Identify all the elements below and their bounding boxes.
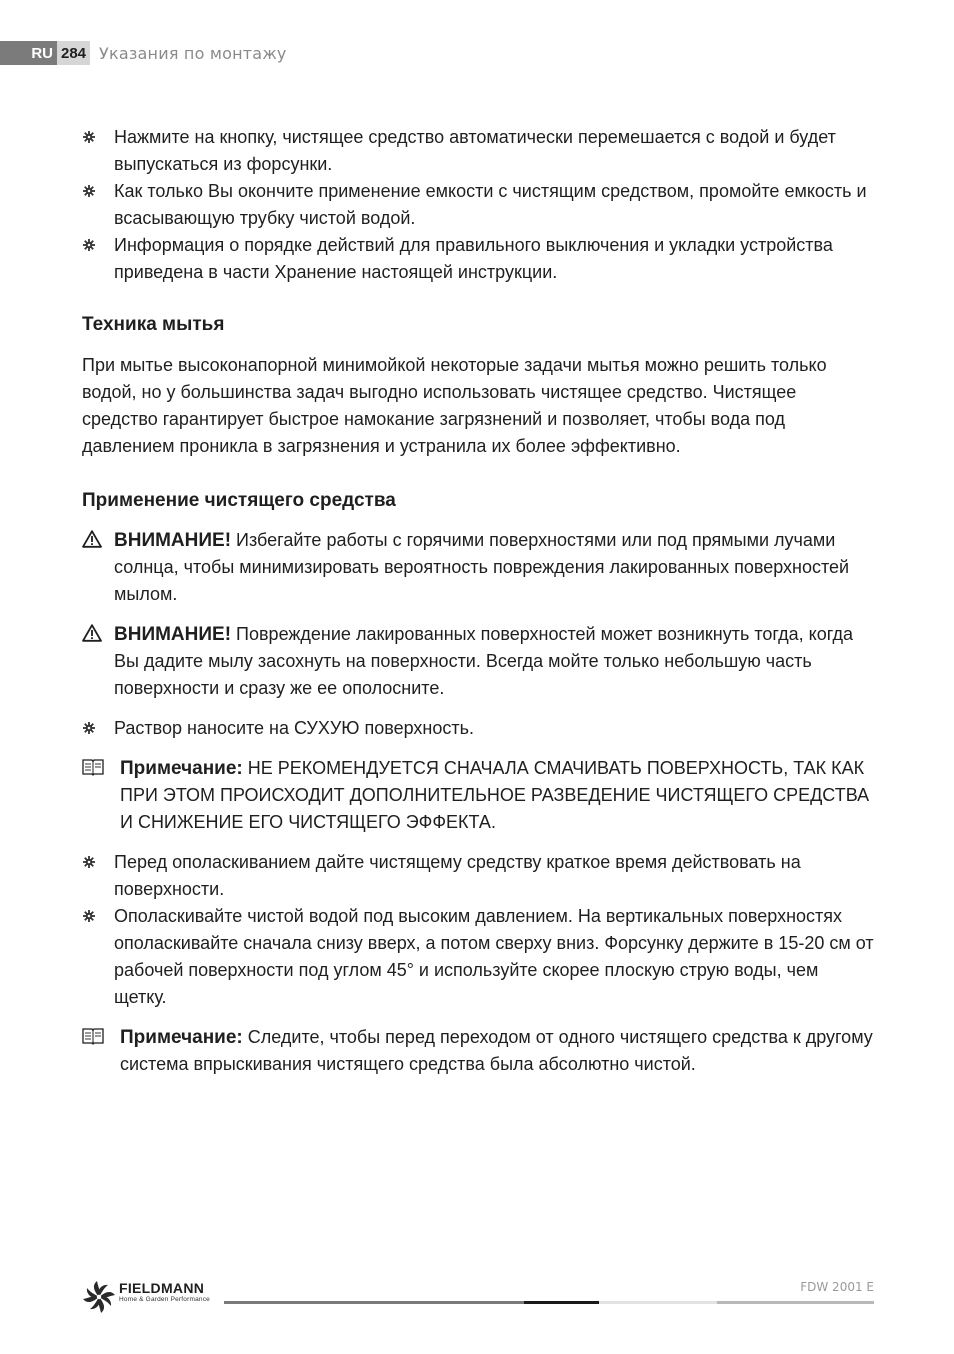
brand-name: FIELDMANN: [119, 1280, 205, 1296]
heading-detergent-use: Применение чистящего средства: [82, 490, 396, 511]
language-badge: RU: [0, 41, 57, 65]
gear-bullet-icon: [82, 909, 96, 923]
list-item: [82, 715, 874, 742]
list-item-text: Перед ополаскиванием дайте чистящему средству краткое время действовать на поверхности.: [114, 852, 801, 899]
gear-bullet-icon: [82, 184, 96, 198]
footer-rule: [599, 1301, 717, 1304]
section-title: Указания по монтажу: [99, 43, 287, 63]
warning-block: [82, 527, 874, 608]
list-item: [82, 124, 874, 178]
page-number: 284: [57, 41, 90, 65]
list-item-text: Как только Вы окончите применение емкости с чистящим средством, промойте емкость и всасывающую трубку чистой водой.: [114, 181, 867, 228]
gear-bullet-icon: [82, 130, 96, 144]
note-block: [82, 1024, 874, 1078]
warning-label: ВНИМАНИЕ!: [114, 530, 232, 551]
list-item: [82, 178, 874, 232]
note-text: НЕ РЕКОМЕНДУЕТСЯ СНАЧАЛА СМАЧИВАТЬ ПОВЕРХНОСТЬ, ТАК КАК ПРИ ЭТОМ ПРОИСХОДИТ ДОПОЛНИТЕЛЬНОЕ РАЗВЕДЕНИЕ ЧИСТЯЩЕГО СРЕДСТВА И СНИЖЕНИЕ ЕГО ЧИСТЯЩЕГО ЭФФЕКТА.: [120, 758, 870, 832]
page-footer: [82, 1278, 874, 1318]
fieldmann-swirl-logo-icon: [82, 1280, 116, 1314]
bullet-list-rinse: [82, 849, 874, 1011]
warning-text: Повреждение лакированных поверхностей может возникнуть тогда, когда Вы дадите мылу засохнуть на поверхности. Всегда мойте только небольшую часть поверхности и сразу же ее ополосните.: [114, 624, 854, 698]
page-content: [82, 124, 874, 1078]
footer-rule: [717, 1301, 874, 1304]
gear-bullet-icon: [82, 238, 96, 252]
gear-bullet-icon: [82, 855, 96, 869]
list-item-text: Ополаскивайте чистой водой под высоким давлением. На вертикальных поверхностях ополаскивайте сначала снизу вверх, а потом сверху вниз. Форсунку держите в 15-20 см от рабочей поверхности под углом 45° и используйте скорее плоскую струю воды, чем щетку.: [114, 906, 874, 1007]
note-label: Примечание:: [120, 758, 243, 779]
bullet-list-dry: [82, 715, 874, 742]
list-item: [82, 903, 874, 1011]
brand-tagline: Home & Garden Performance: [119, 1296, 210, 1303]
brand-text: [119, 1280, 210, 1304]
model-number: FDW 2001 E: [800, 1280, 874, 1294]
warning-block: [82, 621, 874, 702]
note-label: Примечание:: [120, 1027, 243, 1048]
warning-triangle-icon: [82, 623, 102, 643]
page-header: [0, 40, 287, 66]
brand-logo: [82, 1280, 210, 1314]
warning-text: Избегайте работы с горячими поверхностями или под прямыми лучами солнца, чтобы минимизировать вероятность повреждения лакированных поверхностей мылом.: [114, 530, 850, 604]
list-item: [82, 232, 874, 286]
footer-rule: [524, 1301, 599, 1304]
list-item: [82, 849, 874, 903]
note-book-icon: [82, 1027, 104, 1045]
note-block: [82, 755, 874, 836]
list-item-text: Раствор наносите на СУХУЮ поверхность.: [114, 718, 474, 738]
bullet-list-top: [82, 124, 874, 286]
footer-rule: [224, 1301, 524, 1304]
paragraph-washing-technique: При мытье высоконапорной минимойкой некоторые задачи мытья можно решить только водой, но у большинства задач выгодно использовать чистящее средство. Чистящее средство гарантирует быстрое намокание загрязнений и позволяет, чтобы вода под давлением проникла в загрязнения и устранила их более эффективно.: [82, 355, 827, 456]
note-text: Следите, чтобы перед переходом от одного чистящего средства к другому система впрыскивания чистящего средства была абсолютно чистой.: [120, 1027, 873, 1074]
list-item-text: Нажмите на кнопку, чистящее средство автоматически перемешается с водой и будет выпускаться из форсунки.: [114, 127, 836, 174]
list-item-text: Информация о порядке действий для правильного выключения и укладки устройства приведена в части Хранение настоящей инструкции.: [114, 235, 833, 282]
warning-triangle-icon: [82, 529, 102, 549]
heading-washing-technique: Техника мытья: [82, 314, 225, 335]
warning-label: ВНИМАНИЕ!: [114, 624, 232, 645]
note-book-icon: [82, 758, 104, 776]
gear-bullet-icon: [82, 721, 96, 735]
